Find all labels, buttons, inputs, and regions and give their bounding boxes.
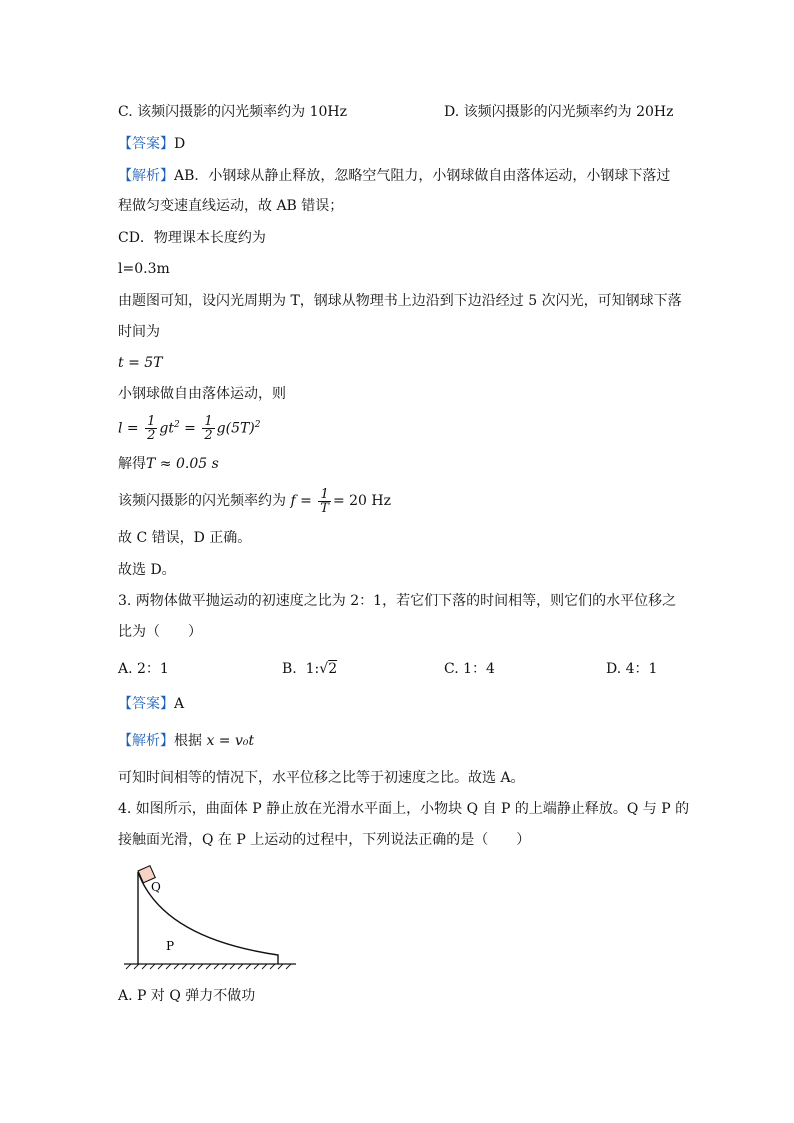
equation-free-fall: l = $\frac{1}{2}$ $gt^2$ = $\frac{1}{2}$ $g(5T)^2$ (118, 414, 261, 444)
q2-analysis-line-6: 小钢球做自由落体运动，则 (118, 386, 286, 402)
q4-stem-line-1: 4. 如图所示，曲面体 P 静止放在光滑水平面上，小物块 Q 自 P 的上端静止释放。Q 与 P 的 (118, 801, 690, 817)
q3-analysis-line: 可知时间相等的情况下，水平位移之比等于初速度之比。故选 A。 (118, 770, 525, 786)
q2-analysis-line-3: CD．物理课本长度约为 (118, 230, 266, 246)
equation-l: l=0.3m (118, 261, 170, 277)
option-b-prefix: B. (282, 661, 297, 677)
q4-stem-line-2: 接触面光滑，Q 在 P 上运动的过程中，下列说法正确的是（ ） (118, 832, 531, 848)
q3-analysis (118, 731, 254, 751)
q2-analysis-line-2: 程做匀变速直线运动，故 AB 错误； (118, 198, 344, 214)
answer-tag: 【答案】 (118, 696, 174, 712)
q3-option-c: C. 1：4 (444, 661, 495, 677)
ground-hatch (126, 964, 291, 969)
curved-block-diagram (118, 862, 308, 974)
answer-value: D (174, 136, 186, 152)
analysis-tag: 【解析】 (118, 168, 174, 184)
q3-option-a: A. 2：1 (118, 661, 169, 677)
q3-stem-line-2: 比为（ ） (118, 624, 202, 640)
analysis-prefix: 根据 (174, 733, 202, 749)
q2-option-d: D. 该频闪摄影的闪光频率约为 20Hz (444, 104, 674, 120)
freq-prefix: 该频闪摄影的闪光频率约为 (118, 493, 286, 509)
q3-answer (118, 694, 184, 714)
q3-option-d: D. 4：1 (606, 661, 658, 677)
answer-tag: 【答案】 (118, 136, 174, 152)
q2-analysis-line-1 (118, 166, 670, 186)
conclusion-2: 故选 D。 (118, 562, 176, 578)
freq-result: = 20 Hz (332, 493, 391, 509)
q2-analysis-line-4: 由题图可知，设闪光周期为 T，钢球从物理书上边沿到下边沿经过 5 次闪光，可知钢球下落 (118, 293, 682, 309)
frequency-line: 该频闪摄影的闪光频率约为 f = $\frac{1}{T}$ = 20 Hz (118, 486, 391, 516)
solve-prefix: 解得 (118, 456, 146, 472)
solve-line (118, 454, 219, 474)
answer-value: A (174, 696, 185, 712)
equation-t: t = 5T (118, 355, 163, 371)
q4-option-a: A. P 对 Q 弹力不做功 (118, 988, 256, 1004)
analysis-tag: 【解析】 (118, 733, 174, 749)
q2-option-c: C. 该频闪摄影的闪光频率约为 10Hz (118, 104, 347, 120)
analysis-equation: x = v₀t (206, 733, 255, 749)
q2-analysis-line-5: 时间为 (118, 324, 160, 340)
q2-answer (118, 134, 185, 154)
analysis-text: AB．小钢球从静止释放，忽略空气阻力，小钢球做自由落体运动，小钢球下落过 (174, 168, 671, 184)
label-p: P (166, 939, 175, 953)
solve-result: T ≈ 0.05 s (146, 456, 219, 472)
label-q: Q (151, 880, 161, 894)
q3-option-b: B. 1:√2 (282, 661, 338, 677)
q3-stem-line-1: 3. 两物体做平抛运动的初速度之比为 2：1，若它们下落的时间相等，则它们的水平位移之 (118, 593, 677, 609)
conclusion-1: 故 C 错误，D 正确。 (118, 530, 252, 546)
